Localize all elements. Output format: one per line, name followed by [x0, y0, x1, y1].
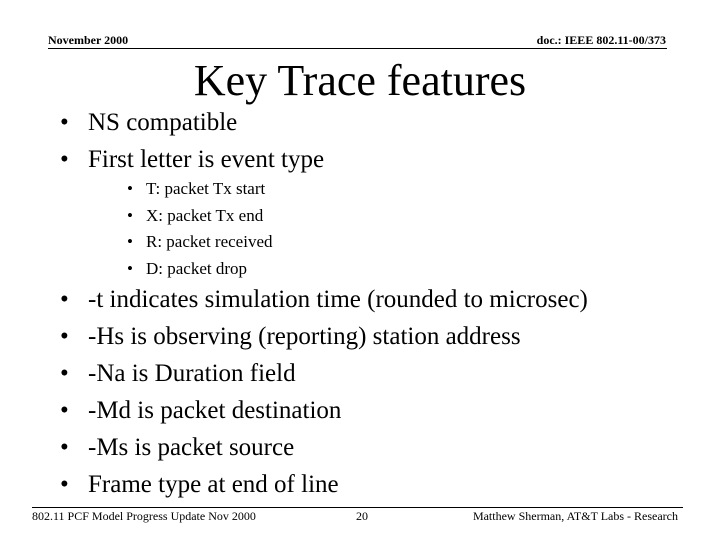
bullet-marker: • — [127, 232, 133, 251]
sub-bullet-text: X: packet Tx end — [146, 205, 264, 225]
bullet-text: NS compatible — [88, 109, 238, 136]
bullet-marker: • — [60, 360, 69, 387]
bullet-text: -Hs is observing (reporting) station address — [88, 323, 521, 350]
list-item — [0, 355, 588, 392]
bullet-marker: • — [127, 258, 133, 278]
bullet-marker: • — [127, 205, 133, 225]
bullet-text: -t indicates simulation time (rounded to microsec) — [88, 286, 588, 313]
bullet-marker: • — [60, 397, 69, 424]
bullet-marker: • — [60, 323, 69, 350]
bullet-text: First letter is event type — [88, 146, 325, 173]
bullet-list-bottom — [0, 281, 588, 503]
slide-title: Key Trace features — [193, 56, 527, 105]
bullet-marker: • — [60, 471, 69, 498]
sub-bullet-text: D: packet drop — [146, 258, 248, 278]
bullet-text: -Na is Duration field — [88, 360, 296, 387]
bullet-text: -Ms is packet source — [88, 434, 295, 461]
list-item — [0, 392, 588, 429]
list-item — [0, 318, 588, 355]
list-item — [0, 281, 588, 318]
list-item — [0, 256, 273, 283]
list-item — [0, 466, 588, 503]
header-rule — [48, 48, 667, 49]
list-item — [0, 203, 273, 230]
bullet-text: -Md is packet destination — [88, 397, 342, 424]
sub-bullet-text: R: packet received — [146, 232, 273, 251]
bullet-marker: • — [60, 109, 69, 136]
list-item — [0, 141, 324, 178]
bullet-marker: • — [60, 286, 69, 313]
footer-author: Matthew Sherman, AT&T Labs - Research — [472, 509, 678, 523]
list-item — [0, 429, 588, 466]
sub-bullet-text: T: packet Tx start — [146, 179, 266, 198]
list-item — [0, 229, 273, 256]
sub-bullet-list — [0, 176, 273, 282]
bullet-text: Frame type at end of line — [88, 471, 339, 498]
bullet-marker: • — [60, 146, 69, 173]
header-date: November 2000 — [48, 33, 129, 47]
footer-rule — [32, 507, 683, 508]
list-item — [0, 176, 273, 203]
header-doc-id: doc.: IEEE 802.11-00/373 — [536, 33, 666, 47]
bullet-marker: • — [60, 434, 69, 461]
footer-page-number: 20 — [356, 509, 368, 523]
bullet-marker: • — [127, 179, 133, 198]
bullet-list-top — [0, 104, 324, 178]
footer-presentation-title: 802.11 PCF Model Progress Update Nov 2000 — [32, 509, 256, 523]
list-item — [0, 104, 324, 141]
